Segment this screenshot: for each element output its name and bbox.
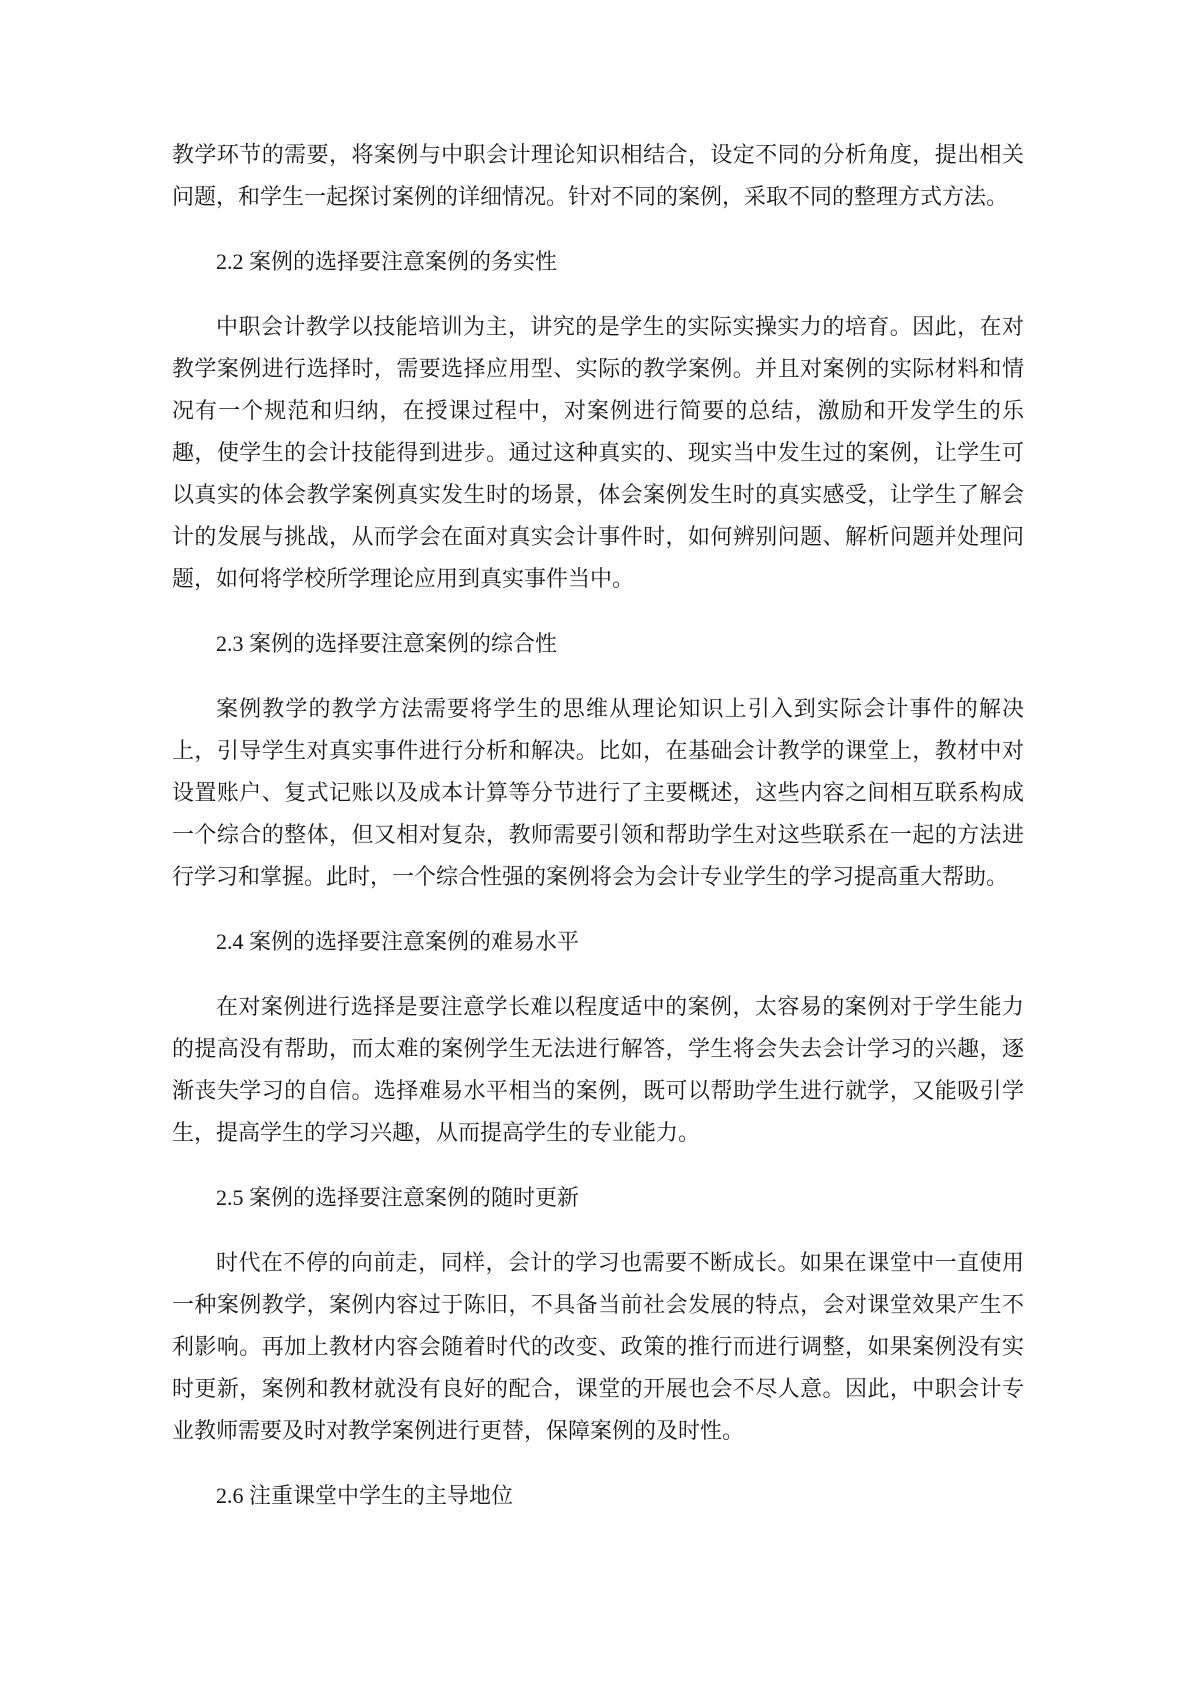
- section-heading-2-2: 2.2 案例的选择要注意案例的务实性: [216, 249, 558, 274]
- paragraph-2-4: 在对案例进行选择是要注意学长难以程度适中的案例，太容易的案例对于学生能力的提高没有帮助，而太难的案例学生无法进行解答，学生将会失去会计学习的兴趣，逐渐丧失学习的自信。选择难易水平相当的案例，既可以帮助学生进行就学，又能吸引学生，提高学生的学习兴趣，从而提高学生的专业能力。: [172, 994, 1024, 1145]
- section-heading-2-4: 2.4 案例的选择要注意案例的难易水平: [216, 929, 580, 954]
- section-heading-2-3: 2.3 案例的选择要注意案例的综合性: [216, 631, 558, 656]
- paragraph-2-2: 中职会计教学以技能培训为主，讲究的是学生的实际实操实力的培育。因此，在对教学案例进行选择时，需要选择应用型、实际的教学案例。并且对案例的实际材料和情况有一个规范和归纳，在授课过程中，对案例进行简要的总结，激励和开发学生的乐趣，使学生的会计技能得到进步。通过这种真实的、现实当中发生过的案例，让学生可以真实的体会教学案例真实发生时的场景，体会案例发生时的真实感受，让学生了解会计的发展与挑战，从而学会在面对真实会计事件时，如何辨别问题、解析问题并处理问题，如何将学校所学理论应用到真实事件当中。: [172, 314, 1024, 591]
- paragraph-continuation: 教学环节的需要，将案例与中职会计理论知识相结合，设定不同的分析角度，提出相关问题，和学生一起探讨案例的详细情况。针对不同的案例，采取不同的整理方式方法。: [172, 142, 1024, 209]
- paragraph-2-3: 案例教学的教学方法需要将学生的思维从理论知识上引入到实际会计事件的解决上，引导学生对真实事件进行分析和解决。比如，在基础会计教学的课堂上，教材中对设置账户、复式记账以及成本计算等分节进行了主要概述，这些内容之间相互联系构成一个综合的整体，但又相对复杂，教师需要引领和帮助学生对这些联系在一起的方法进行学习和掌握。此时，一个综合性强的案例将会为会计专业学生的学习提高重大帮助。: [172, 696, 1024, 889]
- section-heading-2-6: 2.6 注重课堂中学生的主导地位: [216, 1483, 514, 1508]
- section-heading-2-5: 2.5 案例的选择要注意案例的随时更新: [216, 1185, 580, 1210]
- paragraph-2-5: 时代在不停的向前走，同样，会计的学习也需要不断成长。如果在课堂中一直使用一种案例教学，案例内容过于陈旧，不具备当前社会发展的特点，会对课堂效果产生不利影响。再加上教材内容会随着时代的改变、政策的推行而进行调整，如果案例没有实时更新，案例和教材就没有良好的配合，课堂的开展也会不尽人意。因此，中职会计专业教师需要及时对教学案例进行更替，保障案例的及时性。: [172, 1250, 1024, 1443]
